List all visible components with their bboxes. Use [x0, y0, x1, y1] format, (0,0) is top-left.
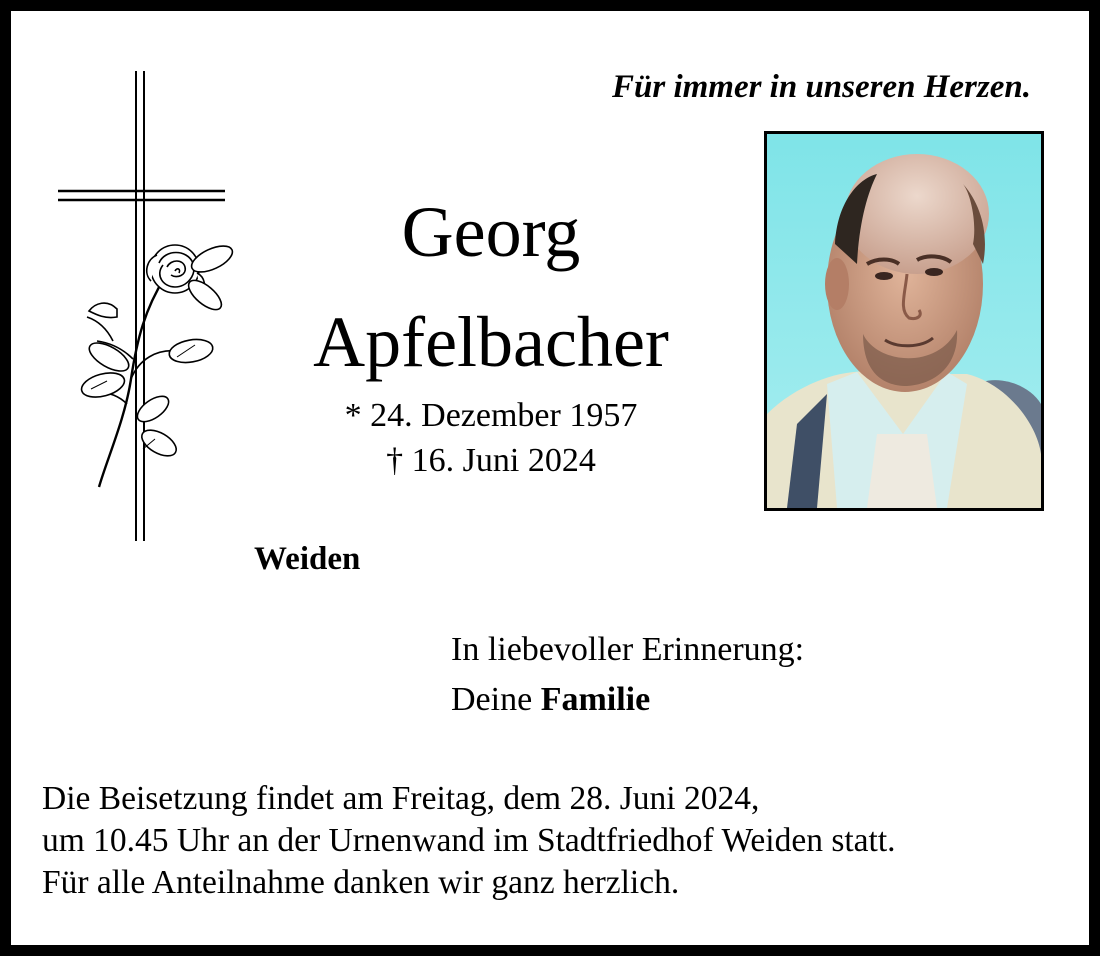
- cross-with-rose: [47, 59, 237, 541]
- town: Weiden: [254, 541, 361, 577]
- signature-prefix: Deine: [451, 681, 533, 718]
- memory-line: In liebevoller Erinnerung:: [451, 631, 805, 668]
- notice-line: Die Beisetzung findet am Freitag, dem 28. Juni 2024,: [42, 780, 760, 817]
- motto: Für immer in unseren Herzen.: [611, 69, 1031, 105]
- portrait-image: [767, 134, 1041, 508]
- signature: [451, 681, 650, 719]
- last-name: Apfelbacher: [313, 302, 669, 382]
- death-date: † 16. Juni 2024: [386, 442, 596, 479]
- portrait-photo: [764, 131, 1044, 511]
- birth-date: * 24. Dezember 1957: [344, 397, 638, 434]
- cross-icon: [58, 71, 225, 541]
- first-name: Georg: [401, 192, 581, 272]
- notice-line: Für alle Anteilnahme danken wir ganz herzlich.: [42, 864, 680, 901]
- funeral-notice: [42, 778, 896, 904]
- signature-family: Familie: [540, 681, 651, 718]
- notice-line: um 10.45 Uhr an der Urnenwand im Stadtfriedhof Weiden statt.: [42, 822, 896, 859]
